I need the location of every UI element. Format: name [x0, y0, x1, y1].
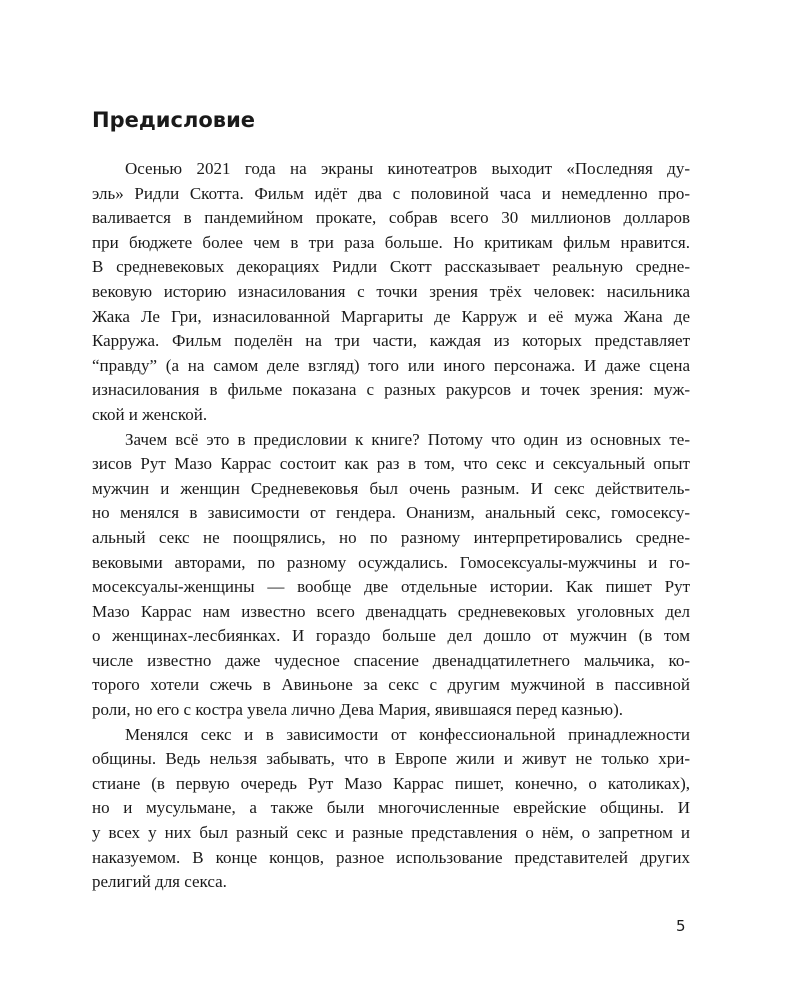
paragraph [92, 723, 690, 895]
text-line: Осенью 2021 года на экраны кинотеатров выходит «Последняя ду- [125, 159, 690, 178]
text-line: стиане (в первую очередь Рут Мазо Каррас пишет, конечно, о католиках), [92, 773, 690, 793]
text-line: у всех у них был разный секс и разные представления о нём, о запретном и [92, 823, 690, 843]
text-line: мосексуалы-женщины — вообще две отдельные истории. Как пишет Рут [92, 577, 690, 597]
text-line: изнасилования в фильме показана с разных ракурсов и точек зрения: муж- [92, 380, 690, 400]
text-line: Зачем всё это в предисловии к книге? Потому что один из основных те- [125, 429, 690, 449]
text-line: при бюджете более чем в три раза больше. Но критикам фильм нравится. [92, 232, 690, 252]
chapter-heading: Предисловие [92, 108, 256, 132]
text-line: наказуемом. В конце концов, разное использование представителей других [92, 847, 690, 867]
paragraph [92, 157, 690, 428]
text-line: зисов Рут Мазо Каррас состоит как раз в том, что секс и сексуальный опыт [92, 454, 690, 474]
text-line: числе известно даже чудесное спасение двенадцатилетнего мальчика, ко- [92, 650, 690, 670]
text-line: роли, но его с костра увела лично Дева Мария, явившаяся перед казнью). [92, 700, 624, 720]
page-number: 5 [676, 917, 686, 935]
text-line: религий для секса. [92, 872, 227, 892]
text-line: В средневековых декорациях Ридли Скотт рассказывает реальную средне- [92, 257, 690, 277]
text-line: мужчин и женщин Средневековья был очень разным. И секс действитель- [92, 478, 690, 498]
text-line: Мазо Каррас нам известно всего двенадцать средневековых уголовных дел [92, 601, 690, 621]
text-line: валивается в пандемийном прокате, собрав всего 30 миллионов долларов [92, 208, 690, 228]
text-line: “правду” (а на самом деле взгляд) того или иного персонажа. И даже сцена [92, 355, 690, 375]
text-line: Карружа. Фильм поделён на три части, каждая из которых представляет [92, 331, 690, 351]
paragraph [92, 428, 690, 723]
text-line: общины. Ведь нельзя забывать, что в Европе жили и живут не только хри- [92, 749, 690, 769]
text-line: вековую историю изнасилования с точки зрения трёх человек: насильника [92, 281, 690, 301]
text-line: ской и женской. [92, 404, 208, 424]
text-line: но и мусульмане, а также были многочисленные еврейские общины. И [92, 798, 690, 818]
text-line: вековыми авторами, по разному осуждались. Гомосексуалы-мужчины и го- [92, 552, 690, 572]
text-line: Жака Ле Гри, изнасилованной Маргариты де Карруж и её мужа Жана де [92, 306, 690, 326]
text-line: эль» Ридли Скотта. Фильм идёт два с половиной часа и немедленно про- [92, 183, 690, 203]
text-line: о женщинах-лесбиянках. И гораздо больше дел дошло от мужчин (в том [92, 626, 690, 646]
text-line: но менялся в зависимости от гендера. Онанизм, анальный секс, гомосексу- [92, 503, 690, 523]
text-line: торого хотели сжечь в Авиньоне за секс с другим мужчиной в пассивной [92, 675, 690, 695]
text-line: Менялся секс и в зависимости от конфессиональной принадлежности [125, 724, 690, 744]
text-line: альный секс не поощрялись, но по разному интерпретировались средне- [92, 527, 690, 547]
body-text [92, 157, 690, 895]
